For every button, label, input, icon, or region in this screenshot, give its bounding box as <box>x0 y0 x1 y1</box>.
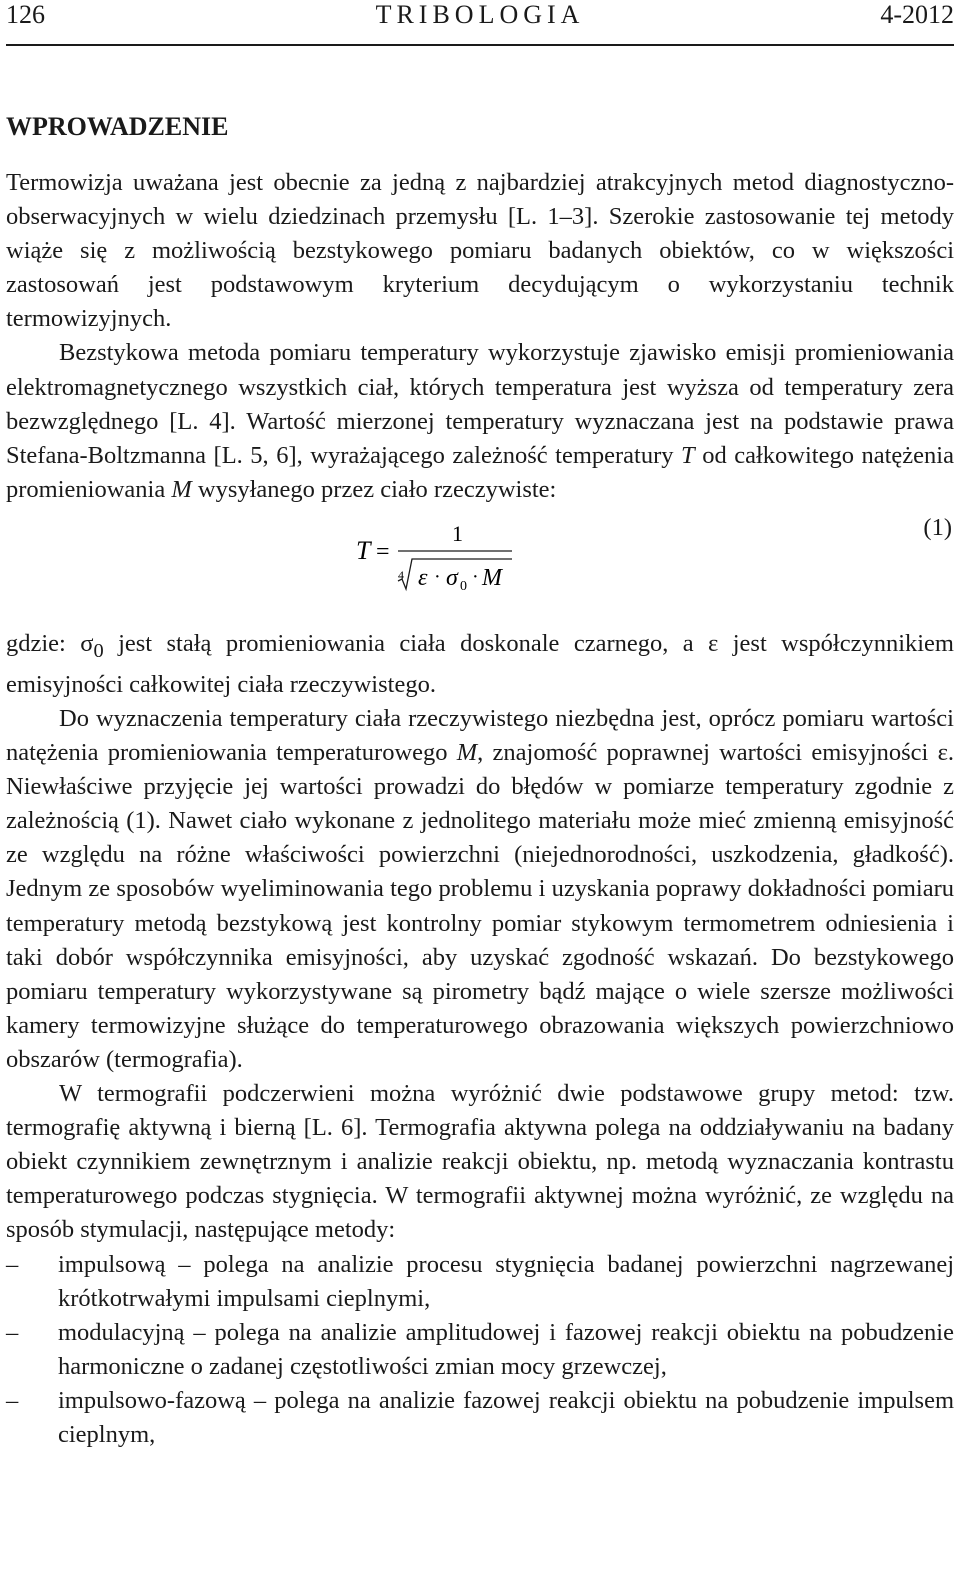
running-header <box>6 0 954 46</box>
symbol-temperature: T <box>681 441 695 469</box>
equation-1 <box>354 513 524 593</box>
equation-epsilon: ε <box>418 564 428 591</box>
equation-block <box>6 507 954 605</box>
paragraph-text: jest stałą promieniowania ciała doskonale czarnego, a ε jest współczynnikiem emisyjności całkowitej ciała rzeczywistego. <box>6 629 954 698</box>
paragraph-where <box>6 627 954 702</box>
equation-m: M <box>482 564 502 591</box>
list-item <box>6 1248 954 1316</box>
equation-sigma: σ <box>446 564 458 591</box>
equation-dot: · <box>472 565 479 588</box>
paragraph-thermography-methods: W termografii podczerwieni można wyróżnić dwie podstawowe grupy metod: tzw. termografię aktywną i bierną [L. 6]. Termografia aktywna polega na oddziaływaniu na badany obiekt czynnikiem zewnętrznym i analizie reakcji obiektu, np. metodą wyznaczania kontrastu temperaturowego podczas stygnięcia. W termografii aktywnej można wyróżnić, ze względu na sposób stymulacji, następujące metody: <box>6 1080 954 1244</box>
list-item-text: impulsowo-fazową – polega na analizie fazowej reakcji obiektu na pobudzenie impulsem cieplnym, <box>58 1386 954 1448</box>
paragraph-emissivity <box>6 702 954 1077</box>
paragraph-text: Bezstykowa metoda pomiaru temperatury wykorzystuje zjawisko emisji promieniowania elektromagnetycznego wszystkich ciał, których temperatura jest wyższa od temperatury zera bezwzględnego [L. 4]. Wartość mierzonej temperatury wyznaczana jest na podstawie prawa Stefana-Boltzmanna [L. 5, 6], wyrażającego zależność temperatury <box>6 339 954 469</box>
symbol-radiant-exitance: M <box>171 475 192 503</box>
list-item <box>6 1316 954 1384</box>
methods-list <box>6 1248 954 1453</box>
equation-sigma-subscript: 0 <box>460 578 467 593</box>
list-dash: – <box>6 1318 19 1346</box>
paragraph-intro: Termowizja uważana jest obecnie za jedną z najbardziej atrakcyjnych metod diagnostyczno-obserwacyjnych w wielu dziedzinach przemysłu [L. 1–3]. Szerokie zastosowanie tej metody wiąże się z możliwością bezstykowego pomiaru badanych obiektów, co w większości zastosowań jest podstawowym kryterium decydującym o wykorzystaniu technik termowizyjnych. <box>6 169 954 333</box>
equation-dot: · <box>434 565 441 588</box>
page-number: 126 <box>6 0 45 29</box>
equation-number: (1) <box>923 513 952 541</box>
equation-lhs: T <box>356 535 371 565</box>
list-dash: – <box>6 1250 19 1278</box>
sigma-subscript: 0 <box>93 639 104 662</box>
root-index: 4 <box>398 567 404 582</box>
list-item-text: impulsową – polega na analizie procesu stygnięcia badanej powierzchni nagrzewanej krótkotrwałymi impulsami cieplnymi, <box>58 1250 954 1312</box>
list-item-text: modulacyjną – polega na analizie amplitudowej i fazowej reakcji obiektu na pobudzenie harmoniczne o zadanej częstotliwości zmian mocy grzewczej, <box>58 1318 954 1380</box>
list-item <box>6 1384 954 1452</box>
symbol-radiant-exitance: M <box>456 739 478 767</box>
paragraph-stefan-boltzmann <box>6 336 954 506</box>
article-body <box>6 166 954 1452</box>
paragraph-text: wysyłanego przez ciało rzeczywiste: <box>191 475 557 503</box>
equation-equals: = <box>376 538 390 565</box>
paragraph-text: od całkowitego natężenia promieniowania <box>6 441 954 503</box>
paragraph-text: Do wyznaczenia temperatury ciała rzeczywistego niezbędna jest, oprócz pomiaru wartości natężenia promieniowania temperaturowego <box>6 705 954 767</box>
section-title: WPROWADZENIE <box>6 112 229 141</box>
equation-numerator: 1 <box>452 520 463 546</box>
journal-issue: 4-2012 <box>880 0 954 29</box>
journal-title: TRIBOLOGIA <box>375 0 585 29</box>
paragraph-text: , znajomość poprawnej wartości emisyjności ε. Niewłaściwe przyjęcie jej wartości prowadzi do błędów w pomiarze temperatury zgodnie z zależnością (1). Nawet ciało wykonane z jednolitego materiału może mieć zmienną emisyjność ze względu na różne właściwości powierzchni (niejednorodności, uszkodzenia, gładkość). Jednym ze sposobów wyeliminowania tego problemu i uzyskania poprawy dokładności pomiaru temperatury metodą bezstykową jest kontrolny pomiar stykowym termometrem odniesienia i taki dobór współczynnika emisyjności, aby uzyskać zgodność wskazań. Do bezstykowego pomiaru temperatury wykorzystywane są pirometry bądź mające o wiele szersze możliwości kamery termowizyjne służące do temperaturowego obrazowania większych powierzchniowo obszarów (termografia). <box>6 739 954 1073</box>
list-dash: – <box>6 1386 19 1414</box>
paragraph-text: gdzie: σ <box>6 629 94 657</box>
